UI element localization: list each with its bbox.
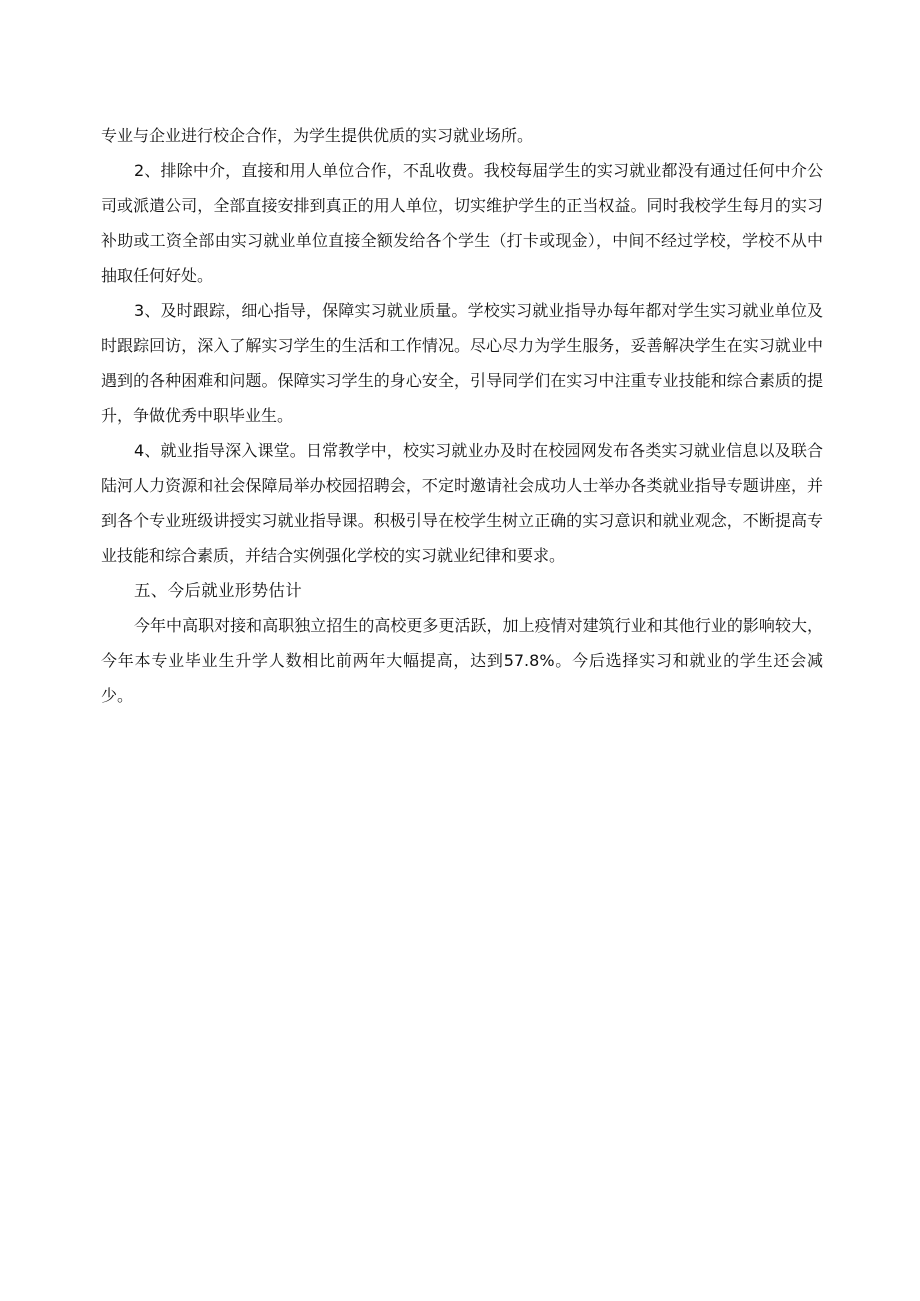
- paragraph-item-4: 4、就业指导深入课堂。日常教学中，校实习就业办及时在校园网发布各类实习就业信息以及联合陆河人力资源和社会保障局举办校园招聘会，不定时邀请社会成功人士举办各类就业指导专题讲座，并到各个专业班级讲授实习就业指导课。积极引导在校学生树立正确的实习意识和就业观念，不断提高专业技能和综合素质，并结合实例强化学校的实习就业纪律和要求。: [101, 441, 823, 565]
- paragraph-continuation: 专业与企业进行校企合作，为学生提供优质的实习就业场所。: [101, 126, 534, 145]
- paragraph-outlook: 今年中高职对接和高职独立招生的高校更多更活跃，加上疫情对建筑行业和其他行业的影响较大，今年本专业毕业生升学人数相比前两年大幅提高，达到57.8%。今后选择实习和就业的学生还会减少。: [101, 616, 823, 705]
- paragraph-item-3: 3、及时跟踪，细心指导，保障实习就业质量。学校实习就业指导办每年都对学生实习就业单位及时跟踪回访，深入了解实习学生的生活和工作情况。尽心尽力为学生服务，妥善解决学生在实习就业中遇到的各种困难和问题。保障实习学生的身心安全，引导同学们在实习中注重专业技能和综合素质的提升，争做优秀中职毕业生。: [101, 301, 823, 425]
- section-heading: 五、今后就业形势估计: [134, 581, 302, 600]
- paragraph-item-2: 2、排除中介，直接和用人单位合作，不乱收费。我校每届学生的实习就业都没有通过任何中介公司或派遣公司，全部直接安排到真正的用人单位，切实维护学生的正当权益。同时我校学生每月的实习补助或工资全部由实习就业单位直接全额发给各个学生（打卡或现金），中间不经过学校，学校不从中抽取任何好处。: [101, 161, 823, 285]
- document-body: [101, 118, 823, 713]
